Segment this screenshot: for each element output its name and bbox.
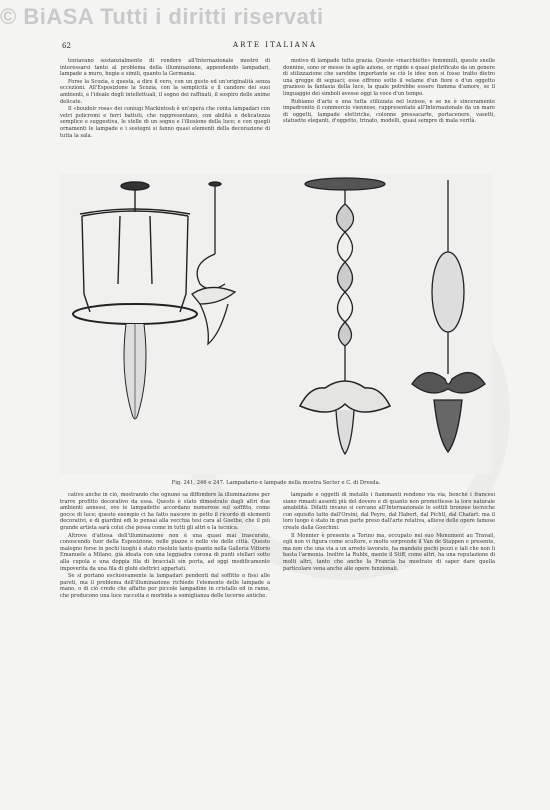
paragraph: motivo di lampade tutta grazia. Queste «macchiette» femminili, queste snelle donnine, sono or messe in agile azione, or rigide e quasi pietrificate da un genere di stilizzazione che sarebbe importante se ciò le idee non si fosse tratto dietro una gregge di seguaci; esse offrono sotto il velame d'un fiore o d'un oggetto grazioso la fantasia della luce, la quale potrebbe essere fiamma d'amore, se il linguaggio dei simboli avesse oggi la voce d'un tempo. [283,58,495,97]
paragraph: cativo anche in ciò, mostrando che ognuno sa diffondere la illuminazione per trarre profitto decorativo da essa. Questo è stato dimostrato dagli altri due ambienti annessi, ove le lampadette accordano numerose sul soffitto, come gocce di luce; questo esempio ci ha fatto nascere in petto il ricordo di elementi decorativi, e di giardini edi lo pensai alla vecchia tesi cara al Goethe, che il più grande artista sarà colui che possa come in tutti gli altri e la tecnica. [60,492,270,531]
paragraph: Se si portano esclusivamente la lampadari pendenti dal soffitto o fissi alle pareti, ma il problema dell'illuminazione richiede l'elemento delle lampade a mano, o di ciò credo che affatto per piccole lampadine in cristallo ed in rame, che producono una luce raccolta e morbida a somiglianza delle lucerne antiche. [60,573,270,599]
page-number: 62 [62,42,71,50]
paragraph: Forse la Scozia, e questa, a dire il vero, con un gusto ed un'originalità senza eccezioni. All'Esposizione la Scozia, con la semplicità e il candore dei suoi ambienti, e l'ideale degli intellettuali, il sogno dei raffinati, il sospiro delle anime delicate. [60,78,270,105]
column-bottom-right [283,492,495,772]
paragraph: Il Monnier è presente a Torino ma, occupato nel suo Monument au Travail, egli non vi figura come scultore, e molto sorprende il Van de Stappen e presente, ma non che una via a un arredo lavorato, ha mandato pochi pezzi e tali che non li basta l'armonia. Inoltre la Rubbi, mente il Stiff, come altri, ha una reputazione di molti altri, tanto che anche la Francia ha mostrato di saper dare quella particolare vena anche alle opere funzionali. [283,532,495,572]
column-bottom-left [60,492,270,772]
paragraph: lampade e oggetti di metallo i fiammanti rendono via via, benché i francesi siano rimasti assenti più del dovere e di quanto non promettesse la loro naturale amabilità. Difatti invano si cercano all'Internazionale le sottili bronzee tecniche con squisito tatto dall'Orsini, dal Peyre, dal Habert, dal Pichtl, dal Chafart; ma il loro luogo è stato in gran parte preso dall'arte relativa, allieve delle opere famose create dalla Goechini. [283,492,495,531]
column-top-left [60,58,270,170]
paragraph: Il «boudoir rosa» dei coniugi Mackintosh è un'opera che conta lampadari con vetri policromi e ferri battuti, che rappresentano, con abilità e delicatezza semplice e suggestiva, le stelle di un sogno e l'illusione della luce; e con quegli ornamenti le lampade e i sostegni si fanno quasi elementi della decorazione di tutta la sala. [60,106,270,139]
lamp-illustration [60,174,492,474]
paragraph: Altrove d'attesa dell'illuminazione non è una quasi mai trascurato, conoscendo fuor della Esposizione, nelle piazze e nelle vie delle città. Questo malegno forse in pochi luoghi è stato risoluto tanto quanto nella Galleria Vittorio Emanuele a Milano, già ideata con una leggiadra corona di punti stellari sotto alla cupola e una doppia fila di bracciali sin porta, ad oggi modificamente impoverita da una fila di globi elettrici appartati. [60,532,270,572]
figure-caption: Fig. 241, 246 e 247. Lampadario e lampade nella mostra Secter e C. di Dresda. [171,480,381,486]
running-title: ARTE ITALIANA [233,41,317,49]
column-top-right [283,58,495,170]
paragraph: tentavano sostanzialmente di rendere all'Internazionale mostrò di interessarsi tanto al problema della illuminazione, appendendo lampadari, lampade a muro, bugie e simili, quanto la Germania. [60,58,270,78]
watermark: © BiASA Tutti i diritti riservati [0,4,324,29]
paragraph: Rubiamo d'arte e una tutta stilizzata nel lezioso, e se ne è sinceramente impadronito il commercio viennese, rappresentato all'Internazionale da un mare di oggetti, lampade elettriche, colonne pressacarte, portacenere, vasetti, statuette eleganti, d'oggetto, trinato, modelli, quasi sempre di mala verità. [283,98,495,125]
